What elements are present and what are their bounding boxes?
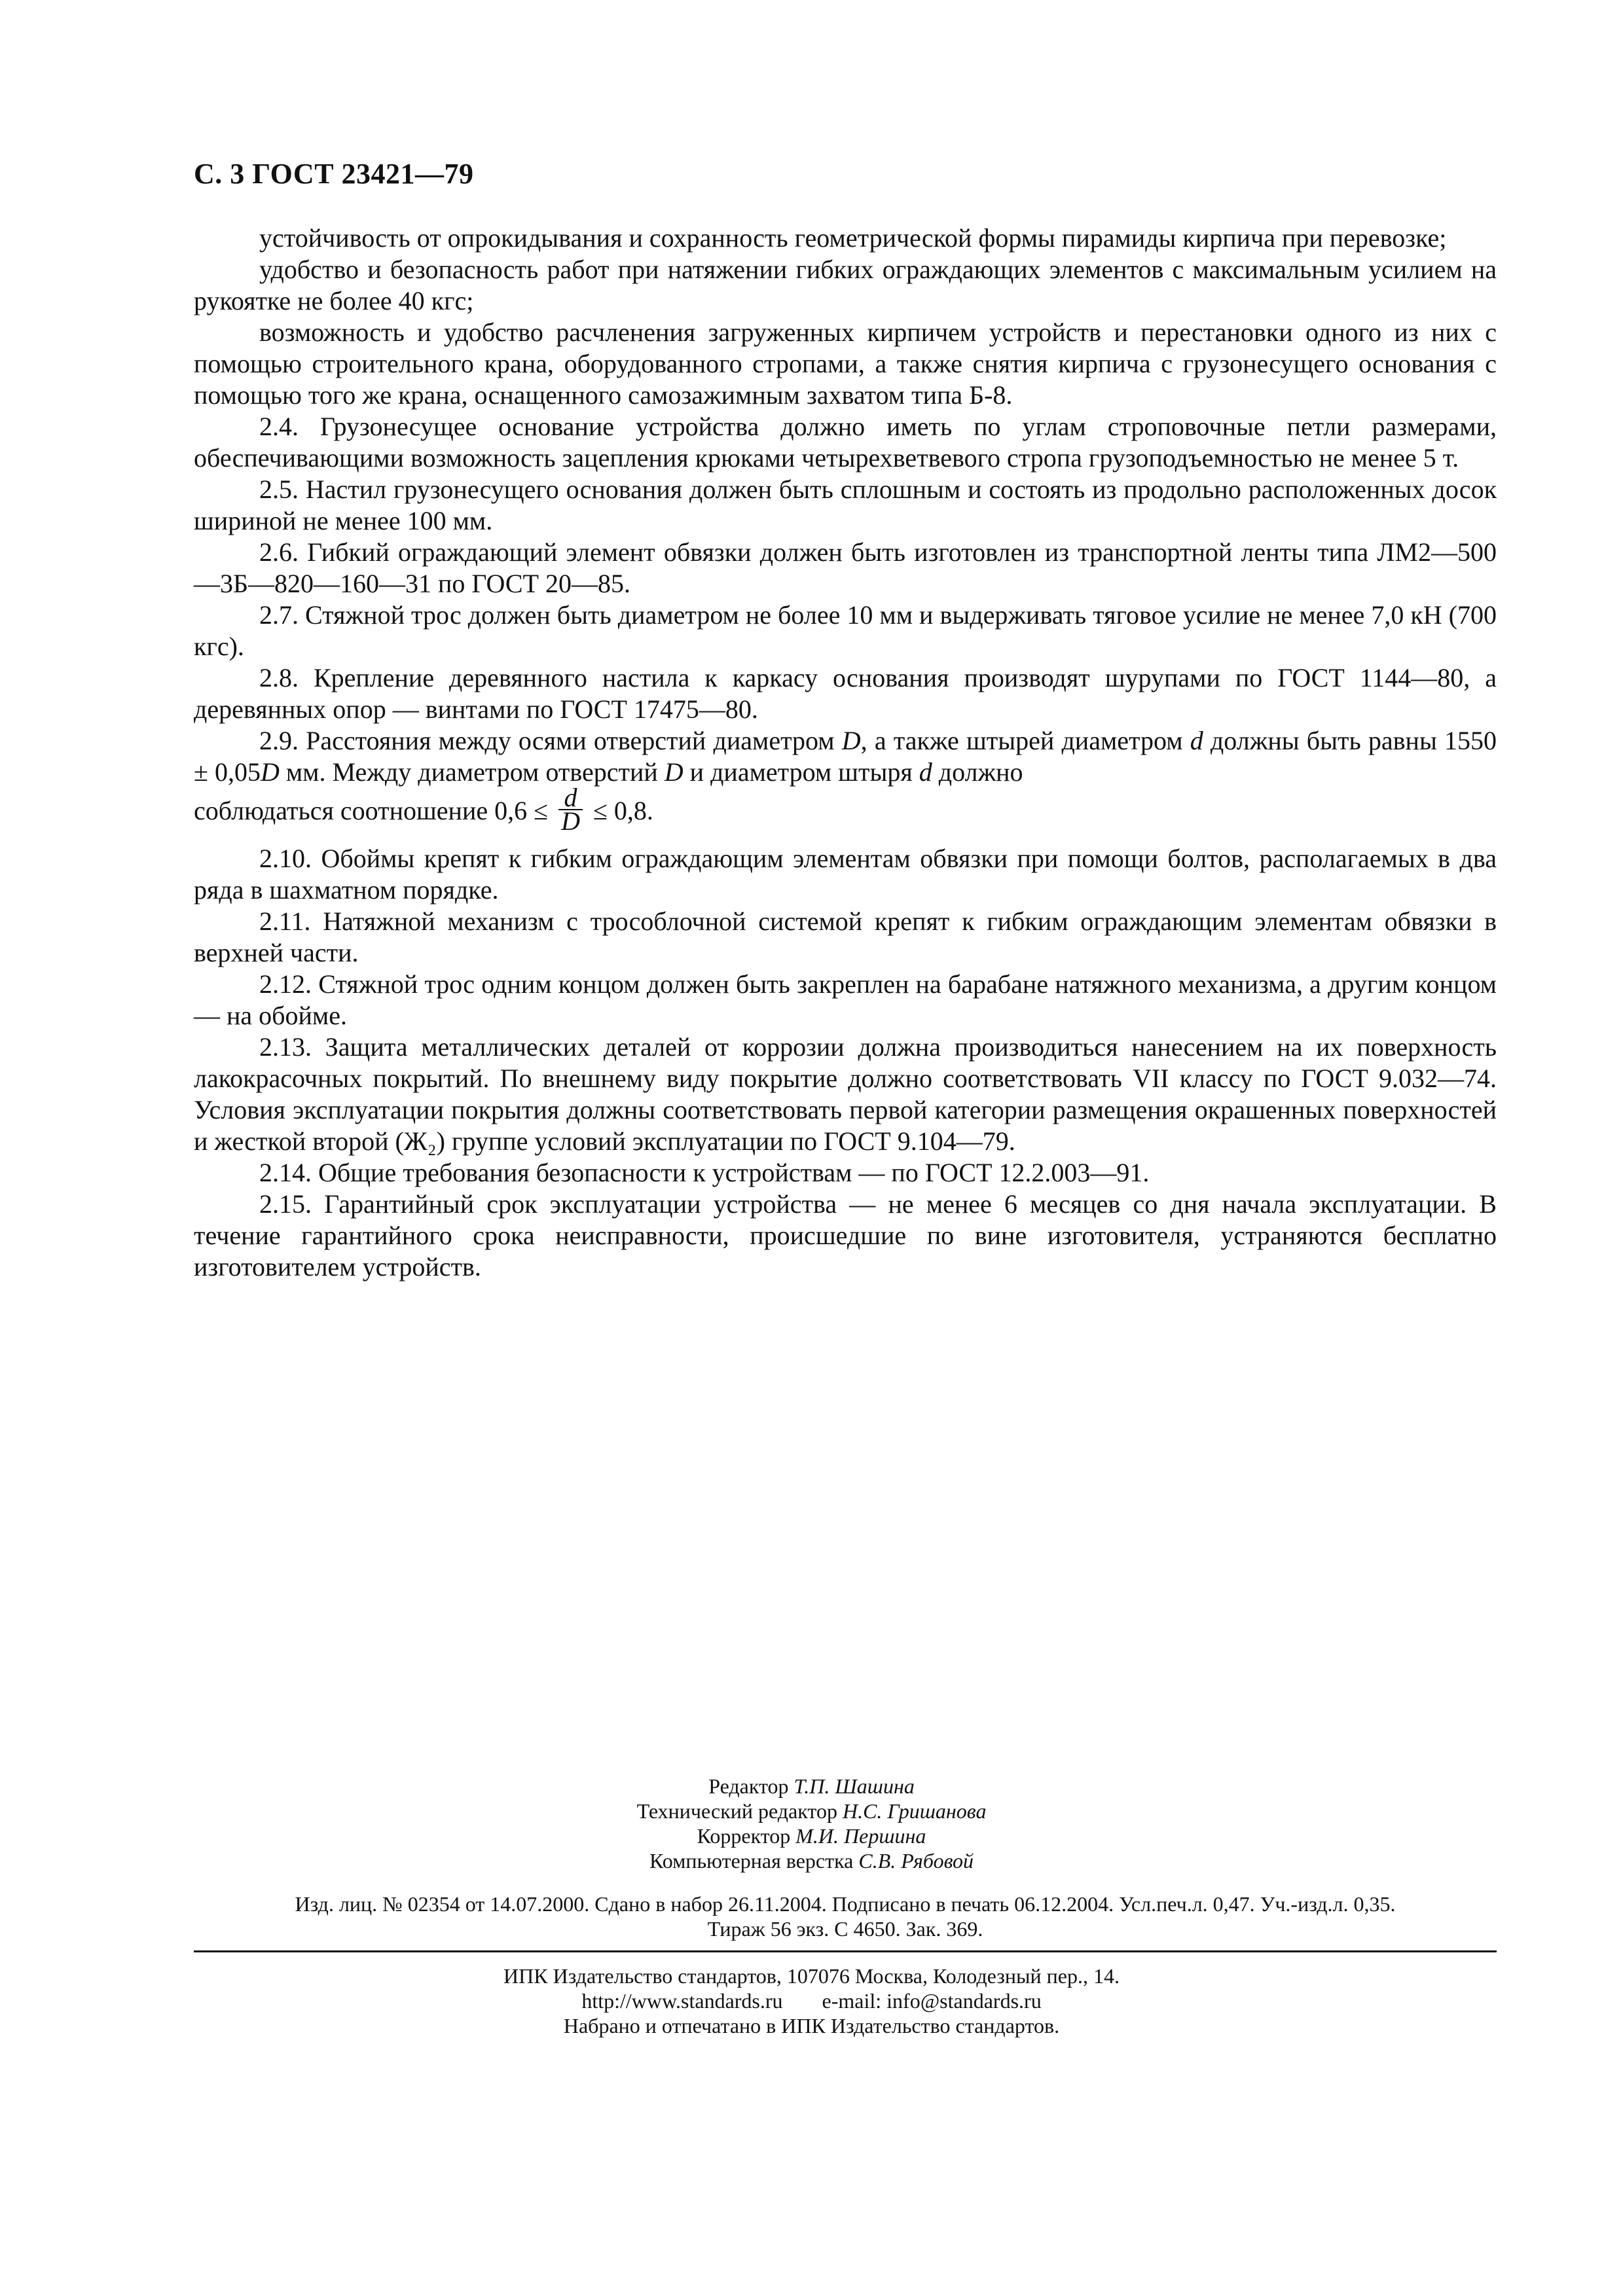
fraction-denominator: D [561,806,580,836]
paragraph-2-7: 2.7. Стяжной трос должен быть диаметром не более 10 мм и выдерживать тяговое усилие не менее 7,0 кН (700 кгс). [194,600,1497,661]
symbol-d: d [919,757,932,787]
imprint-line: Тираж 56 экз. С 4650. Зак. 369. [707,1917,983,1941]
paragraph-2-10: 2.10. Обоймы крепят к гибким ограждающим элементам обвязки при помощи болтов, располагаемых в два ряда в шахматном порядке. [194,844,1497,905]
paragraph-2-15: 2.15. Гарантийный срок эксплуатации устройства — не менее 6 месяцев со дня начала эксплуатации. В течение гарантийного срока неисправности, происшедшие по вине изготовителя, устраняются бесплатно изготовителем устройств. [194,1189,1497,1282]
paragraph: возможность и удобство расчленения загруженных кирпичем устройств и перестановки одного из них с помощью строительного крана, оборудованного стропами, а также снятия кирпича с грузонесущего основания с помощью того же крана, оснащенного самозажимным захватом типа Б-8. [194,317,1497,410]
page-header: С. 3 ГОСТ 23421—79 [194,158,474,190]
paragraph-2-5: 2.5. Настил грузонесущего основания должен быть сплошным и состоять из продольно расположенных досок шириной не менее 100 мм. [194,475,1497,535]
document-body [194,223,1497,1283]
paragraph: удобство и безопасность работ при натяжении гибких ограждающих элементов с максимальным усилием на рукоятке не более 40 кгс; [194,255,1497,315]
paragraph-2-13: 2.13. Защита металлических деталей от коррозии должна производиться нанесением на их поверхность лакокрасочных покрытий. По внешнему виду покрытие должно соответствовать VII классу по ГОСТ 9.032—74. Условия эксплуатации покрытия должны соответствовать первой категории размещения окрашенных поверхностей и жесткой второй (Ж₂) группе условий эксплуатации по ГОСТ 9.104—79. [194,1032,1497,1156]
text-run: и диаметром штыря [683,757,919,787]
divider [194,1950,1497,1952]
credit-name: М.И. Першина [795,1824,926,1848]
text-run: 2.9. Расстояния между осями отверстий диаметром [259,726,842,755]
symbol-D: D [260,757,280,787]
fraction [558,783,583,836]
formula-suffix: ≤ 0,8. [586,796,653,826]
publisher-url[interactable]: http://www.standards.ru [581,1989,783,2013]
ratio-formula [194,783,1497,836]
paragraph-2-4: 2.4. Грузонесущее основание устройства должно иметь по углам строповочные петли размерами, обеспечивающими возможность зацепления крюками четырехветвевого стропа грузоподъемностью не менее 5 т. [194,412,1497,473]
credit-label: Технический редактор [636,1799,843,1823]
paragraph-2-11: 2.11. Натяжной механизм с трособлочной системой крепят к гибким ограждающим элементам обвязки в верхней части. [194,906,1497,967]
publisher-email[interactable]: e-mail: info@standards.ru [822,1989,1042,2013]
text-run: мм. Между диаметром отверстий [279,757,665,787]
publisher-contacts [0,1988,1623,2013]
publisher-print-note: Набрано и отпечатано в ИПК Издательство стандартов. [563,2014,1060,2037]
corrector-line [0,1823,1623,1848]
paragraph-2-8: 2.8. Крепление деревянного настила к каркасу основания производят шурупами по ГОСТ 1144—80, а деревянных опор — винтами по ГОСТ 17475—80. [194,663,1497,724]
text-run: должно [932,757,1023,787]
layout-line [0,1848,1623,1873]
imprint-line: Изд. лиц. № 02354 от 14.07.2000. Сдано в набор 26.11.2004. Подписано в печать 06.12.2004. Усл.печ.л. 0,47. Уч.-изд.л. 0,35. [295,1892,1396,1916]
paragraph: устойчивость от опрокидывания и сохранность геометрической формы пирамиды кирпича при перевозке; [259,223,1447,253]
paragraph-2-12: 2.12. Стяжной трос одним концом должен быть закреплен на барабане натяжного механизма, а другим концом — на обойме. [194,969,1497,1030]
credit-label: Корректор [697,1824,796,1848]
credit-name: С.В. Рябовой [858,1849,974,1873]
publisher-block [0,1964,1623,2038]
paragraph-2-6: 2.6. Гибкий ограждающий элемент обвязки должен быть изготовлен из транспортной ленты типа ЛМ2—500—3Б—820—160—31 по ГОСТ 20—85. [194,537,1497,598]
imprint-block [194,1892,1497,1941]
formula-prefix: соблюдаться соотношение 0,6 ≤ [194,796,555,826]
credits-block [0,1774,1623,1873]
paragraph-2-14: 2.14. Общие требования безопасности к устройствам — по ГОСТ 12.2.003—91. [259,1158,1150,1187]
editor-line [0,1774,1623,1799]
symbol-D: D [664,757,684,787]
credit-label: Редактор [708,1774,794,1798]
credit-name: Т.П. Шашина [793,1774,915,1798]
text-run: , а также штырей диаметром [860,726,1190,755]
text-run: должны быть равны 1550 ± 0,05 [194,726,1497,787]
publisher-address: ИПК Издательство стандартов, 107076 Москва, Колодезный пер., 14. [503,1964,1120,1988]
credit-name: Н.С. Гришанова [842,1799,987,1823]
tech-editor-line [0,1799,1623,1823]
symbol-D: D [841,726,861,755]
symbol-d: d [1190,726,1203,755]
credit-label: Компьютерная верстка [649,1849,859,1873]
paragraph-2-9 [194,725,1497,788]
fraction-numerator: d [558,787,583,810]
